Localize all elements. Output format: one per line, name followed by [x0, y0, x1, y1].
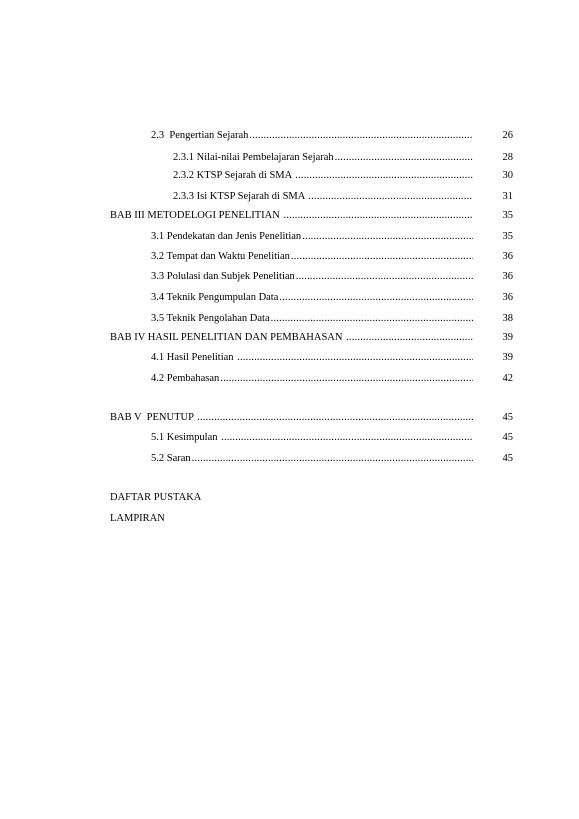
toc-page-number: 42 — [502, 373, 513, 384]
toc-label: 5.1 Kesimpulan — [151, 432, 221, 443]
toc-page-number: 31 — [502, 191, 513, 202]
toc-leader-dots — [221, 430, 473, 446]
toc-leader-dots — [283, 208, 473, 224]
toc-label: 3.2 Tempat dan Waktu Penelitian — [151, 251, 290, 262]
toc-label: 2.3.2 KTSP Sejarah di SMA — [173, 170, 295, 181]
toc-entry-bab-iii — [0, 208, 579, 224]
toc-leader-dots — [295, 168, 473, 184]
toc-daftar-pustaka: DAFTAR PUSTAKA — [110, 492, 202, 503]
toc-page-number: 28 — [502, 152, 513, 163]
toc-label: 5.2 Saran — [151, 453, 191, 464]
toc-lampiran: LAMPIRAN — [110, 513, 165, 524]
toc-page-number: 38 — [502, 313, 513, 324]
toc-entry-bab-iv — [0, 330, 579, 346]
toc-entry-3-5 — [0, 311, 579, 327]
toc-label: 4.2 Pembahasan — [151, 373, 220, 384]
toc-page-number: 36 — [502, 251, 513, 262]
toc-entry-4-2 — [0, 371, 579, 387]
toc-leader-dots — [346, 330, 473, 346]
toc-page-number: 36 — [502, 292, 513, 303]
toc-entry-2-3-1 — [0, 150, 579, 166]
toc-leader-dots — [335, 150, 473, 166]
toc-entry-5-1 — [0, 430, 579, 446]
toc-leader-dots — [271, 311, 473, 327]
toc-label: 2.3 Pengertian Sejarah — [151, 130, 249, 141]
toc-page-number: 45 — [502, 453, 513, 464]
toc-entry-2-3 — [0, 128, 579, 144]
toc-leader-dots — [291, 249, 473, 265]
toc-leader-dots — [249, 128, 473, 144]
toc-page-number: 26 — [502, 130, 513, 141]
toc-page-number: 30 — [502, 170, 513, 181]
toc-leader-dots — [279, 290, 473, 306]
toc-label: 3.1 Pendekatan dan Jenis Penelitian — [151, 231, 302, 242]
toc-leader-dots — [302, 229, 473, 245]
toc-entry-4-1 — [0, 350, 579, 366]
toc-entry-5-2 — [0, 451, 579, 467]
toc-entry-2-3-2 — [0, 168, 579, 184]
toc-entry-3-3 — [0, 269, 579, 285]
toc-label: 2.3.1 Nilai-nilai Pembelajaran Sejarah — [173, 152, 334, 163]
toc-label: 4.1 Hasil Penelitian — [151, 352, 237, 363]
toc-label: 3.4 Teknik Pengumpulan Data — [151, 292, 279, 303]
toc-label: BAB III METODELOGI PENELITIAN — [110, 210, 283, 221]
toc-label: 3.5 Teknik Pengolahan Data — [151, 313, 270, 324]
toc-leader-dots — [237, 350, 473, 366]
toc-entry-2-3-3 — [0, 189, 579, 205]
toc-page-number: 45 — [502, 412, 513, 423]
toc-leader-dots — [197, 410, 473, 426]
toc-leader-dots — [220, 371, 473, 387]
toc-page-number: 39 — [502, 352, 513, 363]
toc-page-number: 35 — [502, 210, 513, 221]
toc-page-number: 36 — [502, 271, 513, 282]
toc-entry-bab-v — [0, 410, 579, 426]
toc-page-number: 39 — [502, 332, 513, 343]
toc-leader-dots — [192, 451, 473, 467]
toc-entry-3-4 — [0, 290, 579, 306]
toc-label: BAB IV HASIL PENELITIAN DAN PEMBAHASAN — [110, 332, 346, 343]
toc-page-number: 35 — [502, 231, 513, 242]
toc-label: 3.3 Polulasi dan Subjek Penelitian — [151, 271, 295, 282]
toc-entry-3-1 — [0, 229, 579, 245]
toc-page-number: 45 — [502, 432, 513, 443]
toc-label: 2.3.3 Isi KTSP Sejarah di SMA — [173, 191, 308, 202]
toc-leader-dots — [296, 269, 473, 285]
toc-entry-3-2 — [0, 249, 579, 265]
toc-label: BAB V PENUTUP — [110, 412, 197, 423]
toc-leader-dots — [308, 189, 473, 205]
